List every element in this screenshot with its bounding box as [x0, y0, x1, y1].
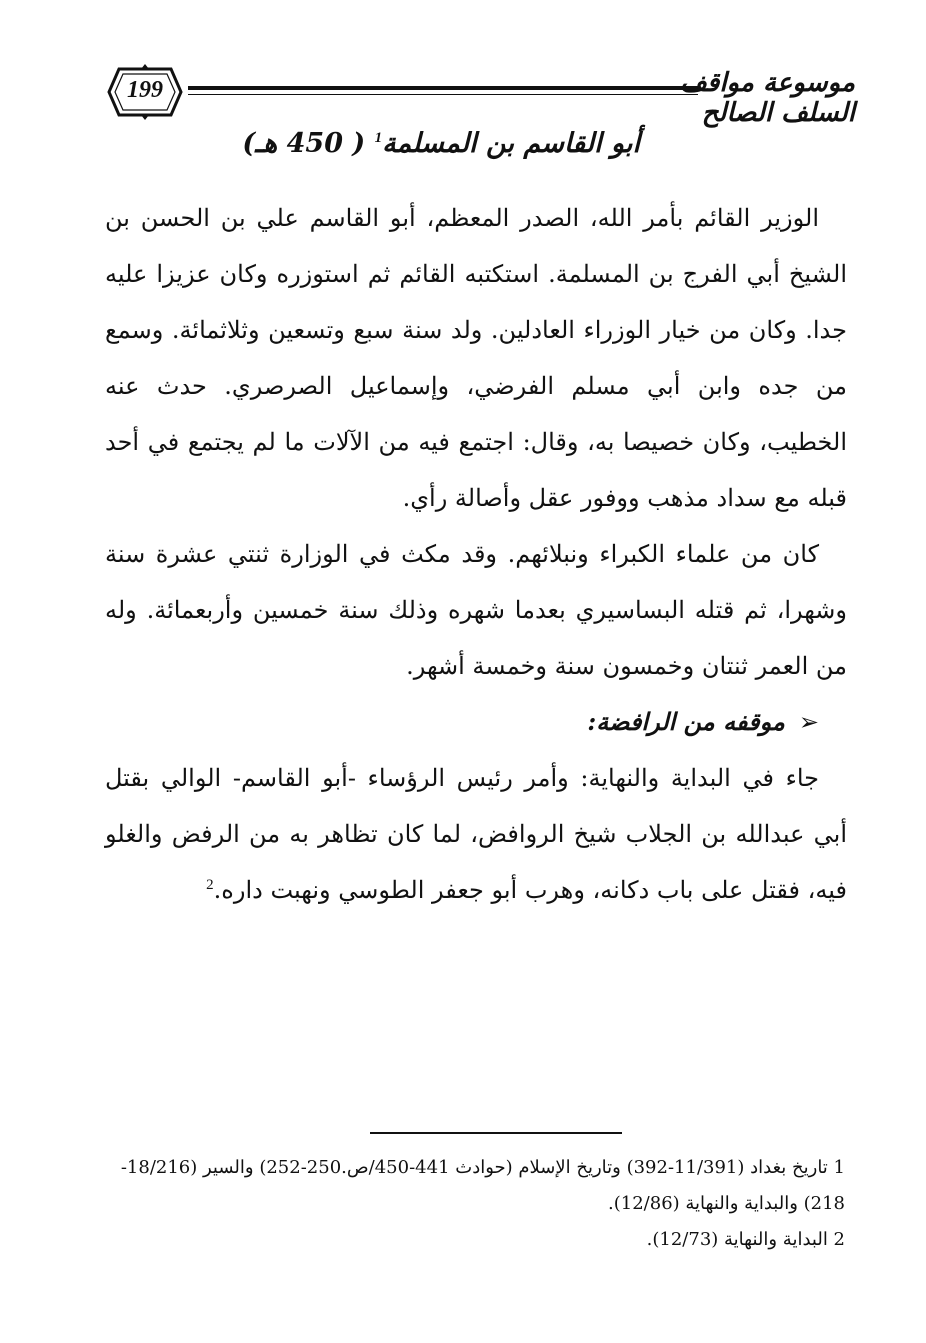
body-text [105, 190, 847, 918]
page-number: 199 [127, 77, 163, 103]
page-header [100, 60, 855, 130]
arrow-bullet-icon: ➢ [798, 708, 819, 736]
section-heading-text: موقفه من الرافضة: [587, 707, 785, 736]
page-number-badge [105, 63, 185, 121]
series-title: موسوعة مواقف السلف الصالح [679, 68, 855, 128]
paragraph-biography: الوزير القائم بأمر الله، الصدر المعظم، أبو القاسم علي بن الحسن بن الشيخ أبي الفرج بن المسلمة. استكتبه القائم ثم استوزره وكان عزيزا عليه جدا. وكان من خيار الوزراء العادلين. ولد سنة سبع وتسعين وثلاثمائة. وسمع من جده وابن أبي مسلم الفرضي، وإسماعيل الصرصري. حدث عنه الخطيب، وكان خصيصا به، وقال: اجتمع فيه من الآلات ما لم يجتمع في أحد قبله مع سداد مذهب ووفور عقل وأصالة رأي. [105, 204, 847, 512]
paragraph-stance [105, 750, 847, 918]
footnote-1: 1 تاريخ بغداد (11/391-392) وتاريخ الإسلام (حوادث 441-450/ص.250-252) والسير (18/216-218) والبداية والنهاية (12/86). [120, 1157, 845, 1214]
footnote-ref-1[interactable]: 1 [374, 130, 383, 146]
entry-title-name: أبو القاسم بن المسلمة [382, 128, 640, 159]
footnote-divider [370, 1132, 622, 1134]
footnote-2: 2 البداية والنهاية (12/73). [646, 1229, 845, 1250]
section-heading [105, 694, 847, 750]
paragraph-stance-text: جاء في البداية والنهاية: وأمر رئيس الرؤساء -أبو القاسم- الوالي بقتل أبي عبدالله بن الجلاب شيخ الروافض، لما كان تظاهر به من الرفض والغلو فيه، فقتل على باب دكانه، وهرب أبو جعفر الطوسي ونهبت داره. [105, 764, 847, 904]
entry-title-date: ( 450 هـ) [242, 128, 366, 159]
entry-title [200, 128, 640, 159]
paragraph-vizierate: كان من علماء الكبراء ونبلائهم. وقد مكث في الوزارة ثنتي عشرة سنة وشهرا، ثم قتله البساسيري بعدما شهره وذلك سنة خمسين وأربعمائة. وله من العمر ثنتان وخمسون سنة وخمسة أشهر. [105, 540, 847, 680]
footnotes [100, 1150, 845, 1258]
footnote-ref-2[interactable]: 2 [206, 877, 214, 893]
